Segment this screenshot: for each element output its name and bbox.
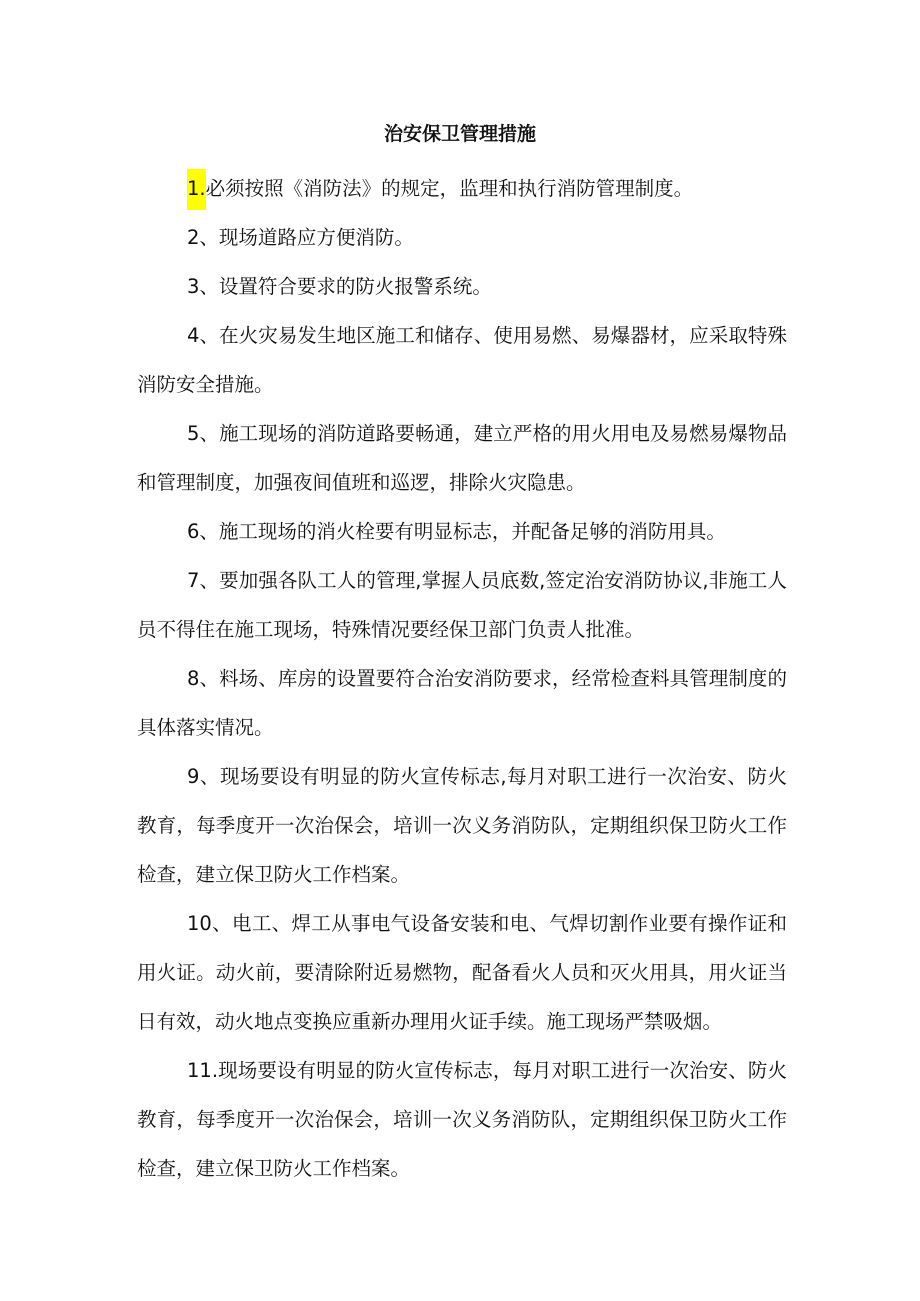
document-body xyxy=(137,164,787,1193)
list-item-11: 11.现场要设有明显的防火宣传标志，每月对职工进行一次治安、防火教育，每季度开一次治保会，培训一次义务消防队，定期组织保卫防火工作检查，建立保卫防火工作档案。 xyxy=(137,1059,787,1180)
list-item-2: 2、现场道路应方便消防。 xyxy=(187,226,414,249)
list-item-9: 9、现场要设有明显的防火宣传标志,每月对职工进行一次治安、防火教育，每季度开一次治保会，培训一次义务消防队，定期组织保卫防火工作检查，建立保卫防火工作档案。 xyxy=(137,765,787,886)
list-item-6: 6、施工现场的消火栓要有明显标志，并配备足够的消防用具。 xyxy=(187,520,726,543)
highlighted-number: 1. xyxy=(187,169,206,210)
list-item-1 xyxy=(137,164,787,213)
list-item-text: 必须按照《消防法》的规定，监理和执行消防管理制度。 xyxy=(205,177,694,200)
document-title: 治安保卫管理措施 xyxy=(383,123,536,145)
list-item-5: 5、施工现场的消防道路要畅通，建立严格的用火用电及易燃易爆物品和管理制度，加强夜间值班和巡逻，排除火灾隐患。 xyxy=(137,422,787,494)
list-item-7: 7、要加强各队工人的管理,掌握人员底数,签定治安消防协议,非施工人员不得住在施工现场，特殊情况要经保卫部门负责人批准。 xyxy=(137,569,787,641)
list-item-4: 4、在火灾易发生地区施工和储存、使用易燃、易爆器材，应采取特殊消防安全措施。 xyxy=(137,324,787,396)
list-item-10: 10、电工、焊工从事电气设备安装和电、气焊切割作业要有操作证和用火证。动火前，要清除附近易燃物，配备看火人员和灭火用具，用火证当日有效，动火地点变换应重新办理用火证手续。施工现场严禁吸烟。 xyxy=(137,912,787,1033)
list-item-3: 3、设置符合要求的防火报警系统。 xyxy=(187,275,492,298)
list-item-8: 8、料场、库房的设置要符合治安消防要求，经常检查料具管理制度的具体落实情况。 xyxy=(137,667,787,739)
